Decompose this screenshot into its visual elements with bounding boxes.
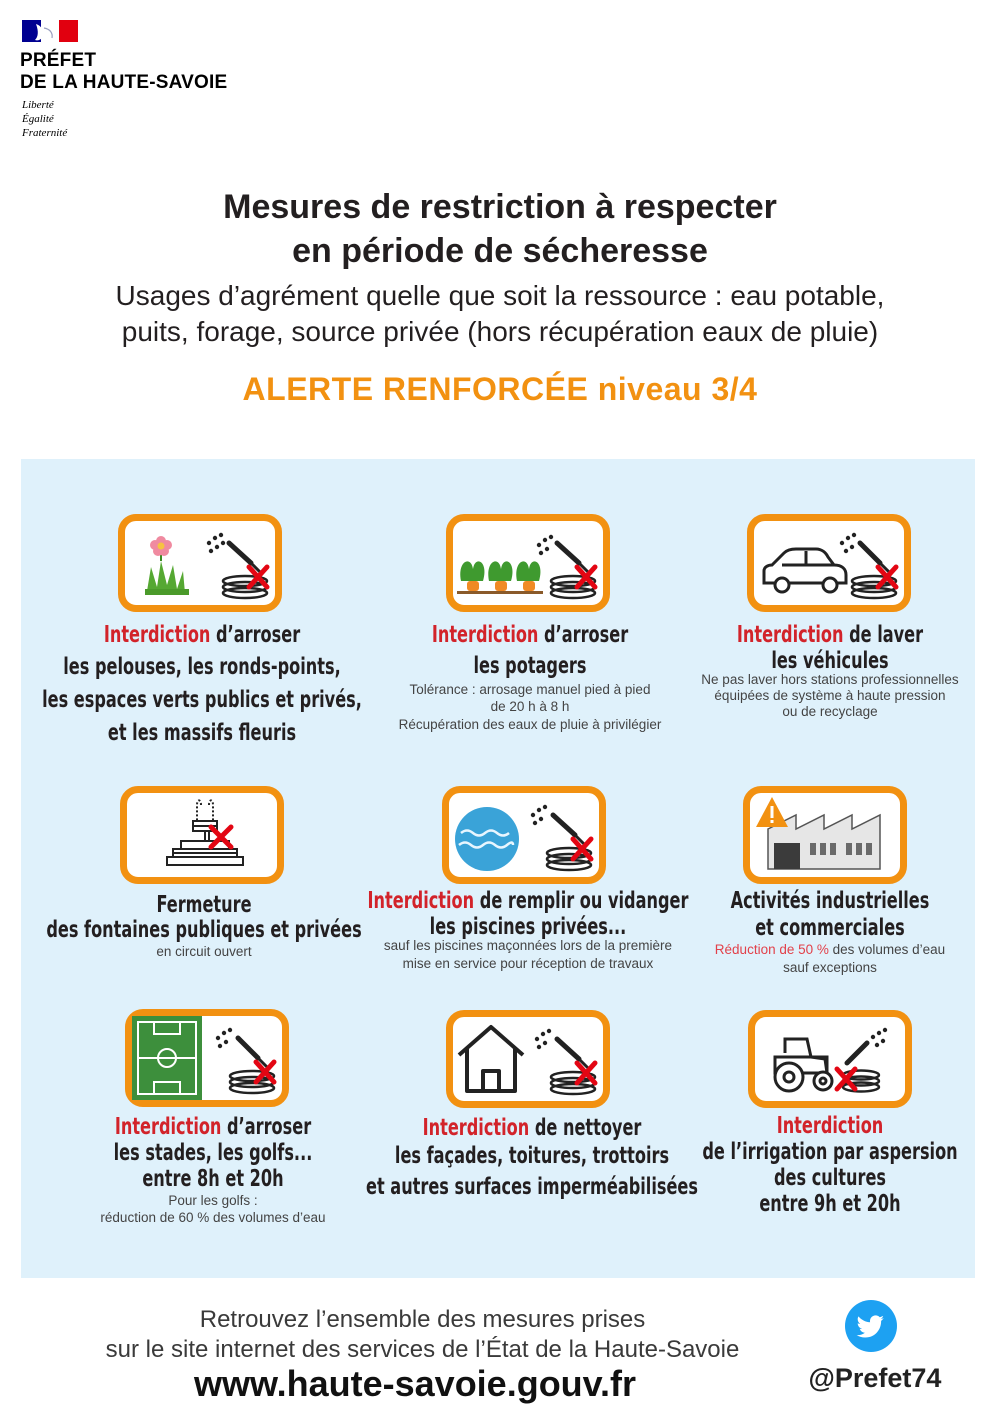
marianne-flag-logo [22, 20, 78, 42]
stadium-hose-icon [125, 1009, 289, 1107]
flower-garden-hose-icon [118, 514, 282, 612]
subtitle-line2: puits, forage, source privée (hors récupération eaux de pluie) [121, 316, 879, 347]
vegetable-garden-hose-icon [446, 514, 610, 612]
pool-hose-icon [442, 786, 606, 884]
twitter-handle[interactable]: @Prefet74 [808, 1363, 942, 1393]
factory-warning-icon [743, 786, 907, 884]
republic-motto: Liberté Égalité Fraternité [22, 99, 68, 139]
footer-line2: sur le site internet des services de l’État de la Haute-Savoie [105, 1336, 740, 1363]
fountain-icon [120, 786, 284, 884]
alert-level: ALERTE RENFORCÉE niveau 3/4 [242, 371, 758, 407]
page-title-line1: Mesures de restriction à respecter [223, 188, 777, 226]
house-hose-icon [446, 1010, 610, 1108]
prefecture-name: PRÉFET DE LA HAUTE-SAVOIE [20, 50, 228, 93]
tractor-sprinkler-icon [748, 1010, 912, 1108]
subtitle-line1: Usages d’agrément quelle que soit la ressource : eau potable, [115, 280, 885, 311]
footer-line1: Retrouvez l’ensemble des mesures prises [199, 1306, 646, 1333]
car-wash-hose-icon [747, 514, 911, 612]
website-link[interactable]: www.haute-savoie.gouv.fr [193, 1363, 637, 1404]
page-title-line2: en période de sécheresse [292, 232, 708, 270]
twitter-icon[interactable] [845, 1300, 897, 1352]
